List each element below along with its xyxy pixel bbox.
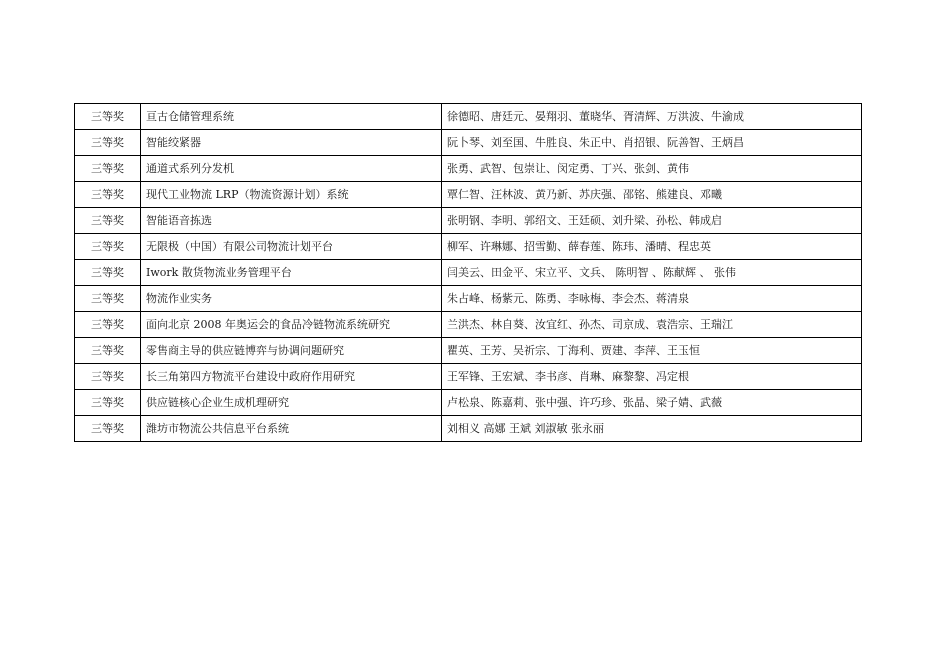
team-members-cell: 柳军、许琳娜、招雪勤、薛春莲、陈玮、潘晴、程忠英	[442, 234, 862, 260]
project-name-cell: 现代工业物流 LRP（物流资源计划）系统	[141, 182, 442, 208]
award-level-cell: 三等奖	[75, 338, 141, 364]
award-level-cell: 三等奖	[75, 260, 141, 286]
table-row	[75, 416, 862, 442]
team-members-cell: 覃仁智、汪林波、黄乃新、苏庆强、邵铭、熊建良、邓曦	[442, 182, 862, 208]
table-row	[75, 208, 862, 234]
table-row	[75, 312, 862, 338]
table-row	[75, 104, 862, 130]
team-members-cell: 阮卜琴、刘至国、牛胜良、朱正中、肖招银、阮善智、王炳昌	[442, 130, 862, 156]
awards-table	[74, 103, 862, 442]
team-members-cell: 王军锋、王宏斌、李书彦、肖琳、麻黎黎、冯定根	[442, 364, 862, 390]
team-members-cell: 兰洪杰、林自葵、汝宜红、孙杰、司京成、袁浩宗、王瑞江	[442, 312, 862, 338]
awards-table-body	[75, 104, 862, 442]
table-row	[75, 156, 862, 182]
award-level-cell: 三等奖	[75, 104, 141, 130]
team-members-cell: 朱占峰、杨紫元、陈勇、李咏梅、李会杰、蒋清泉	[442, 286, 862, 312]
project-name-cell: 长三角第四方物流平台建设中政府作用研究	[141, 364, 442, 390]
award-level-cell: 三等奖	[75, 130, 141, 156]
table-row	[75, 260, 862, 286]
award-level-cell: 三等奖	[75, 208, 141, 234]
team-members-cell: 卢松泉、陈嘉莉、张中强、许巧珍、张晶、梁子婧、武薇	[442, 390, 862, 416]
table-row	[75, 390, 862, 416]
team-members-cell: 瞿英、王芳、吴祈宗、丁海利、贾建、李萍、王玉恒	[442, 338, 862, 364]
project-name-cell: 亘古仓储管理系统	[141, 104, 442, 130]
table-row	[75, 364, 862, 390]
award-level-cell: 三等奖	[75, 312, 141, 338]
award-level-cell: 三等奖	[75, 286, 141, 312]
team-members-cell: 闫美云、田金平、宋立平、文兵、 陈明智 、陈献辉 、 张伟	[442, 260, 862, 286]
project-name-cell: 供应链核心企业生成机理研究	[141, 390, 442, 416]
project-name-cell: 智能绞紧器	[141, 130, 442, 156]
award-level-cell: 三等奖	[75, 416, 141, 442]
project-name-cell: 潍坊市物流公共信息平台系统	[141, 416, 442, 442]
project-name-cell: 无限极（中国）有限公司物流计划平台	[141, 234, 442, 260]
team-members-cell: 刘相义 高娜 王斌 刘淑敏 张永丽	[442, 416, 862, 442]
project-name-cell: Iwork 散货物流业务管理平台	[141, 260, 442, 286]
award-level-cell: 三等奖	[75, 234, 141, 260]
award-level-cell: 三等奖	[75, 390, 141, 416]
project-name-cell: 智能语音拣选	[141, 208, 442, 234]
award-level-cell: 三等奖	[75, 182, 141, 208]
project-name-cell: 零售商主导的供应链博弈与协调问题研究	[141, 338, 442, 364]
table-row	[75, 286, 862, 312]
award-level-cell: 三等奖	[75, 156, 141, 182]
team-members-cell: 张明钢、李明、郭绍文、王廷硕、刘升梁、孙松、韩成启	[442, 208, 862, 234]
table-row	[75, 182, 862, 208]
project-name-cell: 面向北京 2008 年奥运会的食品冷链物流系统研究	[141, 312, 442, 338]
award-level-cell: 三等奖	[75, 364, 141, 390]
table-row	[75, 234, 862, 260]
team-members-cell: 张勇、武智、包崇让、闵定勇、丁兴、张剑、黄伟	[442, 156, 862, 182]
team-members-cell: 徐德昭、唐廷元、晏翔羽、董晓华、胥清辉、万洪波、牛渝成	[442, 104, 862, 130]
project-name-cell: 通道式系列分发机	[141, 156, 442, 182]
project-name-cell: 物流作业实务	[141, 286, 442, 312]
table-row	[75, 130, 862, 156]
table-row	[75, 338, 862, 364]
